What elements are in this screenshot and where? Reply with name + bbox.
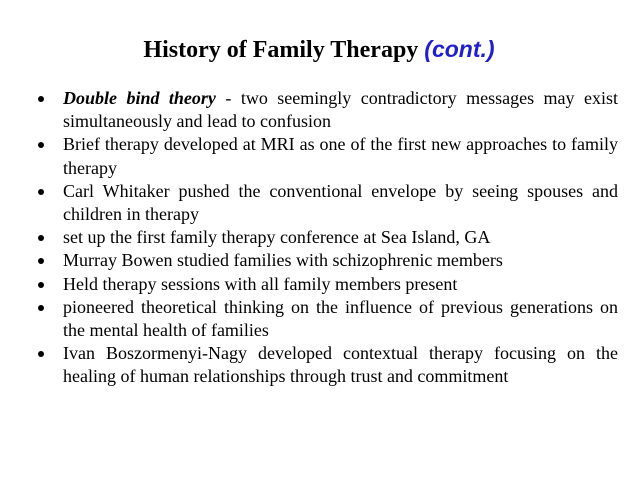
title-text: History of Family Therapy	[143, 37, 419, 63]
bullet-item	[38, 296, 618, 342]
bullet-icon	[38, 258, 44, 264]
slide-title	[0, 34, 638, 65]
bullet-text: Held therapy sessions with all family members present	[63, 273, 458, 294]
bullet-list	[38, 87, 618, 389]
bullet-icon	[38, 96, 44, 102]
bullet-text: Brief therapy developed at MRI as one of the first new approaches to family therapy	[63, 134, 618, 178]
bullet-text: set up the first family therapy conference at Sea Island, GA	[63, 227, 491, 248]
bullet-icon	[38, 142, 44, 148]
bullet-text: - two seemingly contradictory messages may exist simultaneously and lead to confusion	[63, 88, 618, 132]
bullet-icon	[38, 305, 44, 311]
bullet-item	[38, 180, 618, 226]
bullet-text: pioneered theoretical thinking on the influence of previous generations on the mental health of families	[63, 296, 618, 341]
bullet-item	[38, 226, 618, 249]
bullet-item	[38, 133, 618, 179]
bullet-text: Ivan Boszormenyi-Nagy developed contextual therapy focusing on the healing of human relationships through trust and commitment	[63, 343, 618, 387]
bullet-lead-term: Double bind theory	[63, 88, 216, 108]
bullet-icon	[38, 351, 44, 357]
bullet-text: Murray Bowen studied families with schizophrenic members	[63, 250, 503, 271]
bullet-item	[38, 249, 618, 272]
bullet-text: Carl Whitaker pushed the conventional envelope by seeing spouses and children in therapy	[63, 180, 618, 225]
bullet-icon	[38, 282, 44, 288]
title-suffix: (cont.)	[424, 36, 495, 62]
bullet-item	[38, 87, 618, 133]
bullet-icon	[38, 235, 44, 241]
bullet-item	[38, 342, 618, 388]
bullet-item	[38, 273, 618, 296]
bullet-icon	[38, 189, 44, 195]
